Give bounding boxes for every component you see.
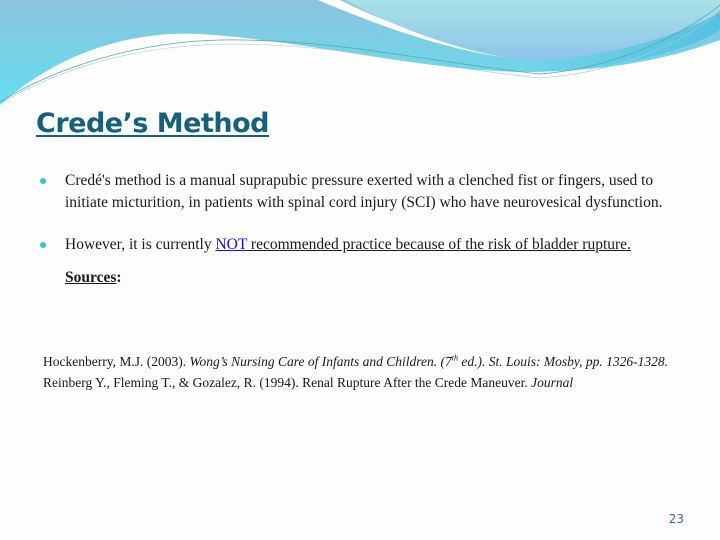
- bullet-text: Credé's method is a manual suprapubic pressure exerted with a clenched fist or fingers, used to initiate micturition, in patients with spinal cord injury (SCI) who have neurovesical dysfunction.: [65, 172, 663, 211]
- sources-heading: [36, 269, 676, 287]
- header-wave-decoration: [0, 0, 720, 110]
- bullet-text-prefix: However, it is currently: [65, 236, 216, 253]
- slide-title: Crede’s Method: [36, 108, 269, 139]
- reference-journal: Journal: [531, 375, 574, 390]
- not-hyperlink[interactable]: NOT: [215, 236, 248, 253]
- slide-content: [36, 170, 676, 287]
- reference-authors: Hockenberry, M.J. (2003).: [43, 354, 190, 369]
- sources-label: Sources: [65, 268, 117, 286]
- page-number: 23: [668, 512, 684, 526]
- reference-item: [43, 374, 683, 392]
- bullet-dot-icon: [40, 242, 46, 248]
- bullet-item-warning: [36, 234, 676, 256]
- sources-colon: :: [116, 268, 122, 286]
- references-list: [43, 353, 683, 395]
- bullet-text-underlined: recommended practice because of the risk of bladder rupture.: [247, 236, 631, 253]
- reference-title: Wong’s Nursing Care of Infants and Children. (7: [189, 354, 452, 369]
- reference-superscript: th: [451, 353, 458, 363]
- reference-authors: Reinberg Y., Fleming T., & Gozalez, R. (1994). Renal Rupture After the Crede Maneuver.: [43, 375, 532, 390]
- reference-item: [43, 353, 683, 371]
- bullet-dot-icon: [40, 178, 46, 184]
- bullet-item-definition: [36, 170, 676, 213]
- reference-title-cont: ed.). St. Louis: Mosby, pp. 1326-1328.: [457, 354, 668, 369]
